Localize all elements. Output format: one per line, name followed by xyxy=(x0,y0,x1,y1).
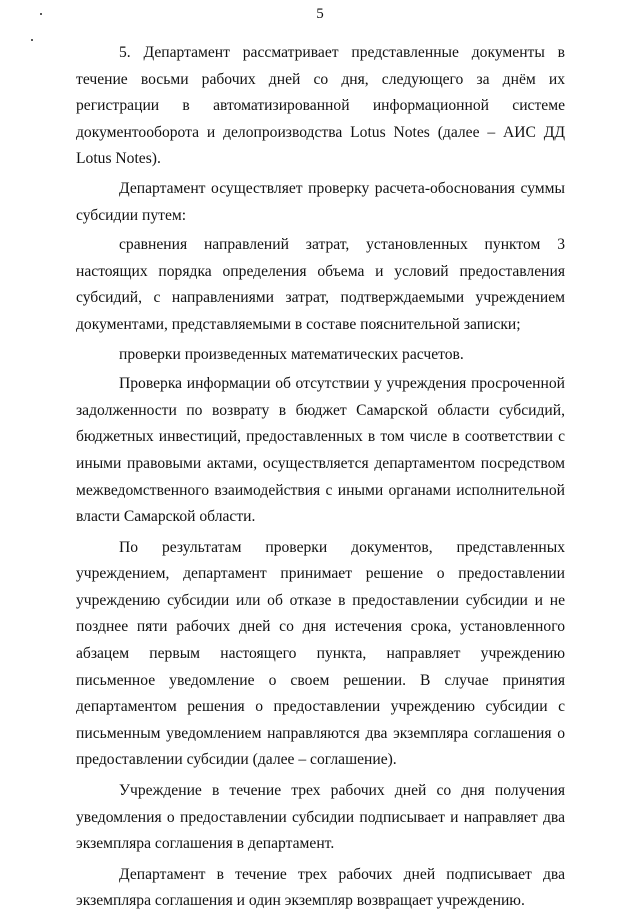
paragraph: проверки произведенных математических расчетов. xyxy=(119,345,464,363)
paragraph: 5. Департамент рассматривает представленные документы в течение восьми рабочих дней со дня, следующего за днём их регистрации в автоматизированной информационной системе документооборота и делопроизводства Lotus Notes (далее – АИС ДД Lotus Notes). xyxy=(76,44,565,168)
paragraph: Департамент в течение трех рабочих дней подписывает два экземпляра соглашения и один экземпляр возвращает учреждению. xyxy=(76,865,565,910)
page-number: 5 xyxy=(316,6,324,22)
paragraph: По результатам проверки документов, представленных учреждением, департамент принимает решение о предоставлении учреждению субсидии или об отказе в предоставлении субсидии и не позднее пяти рабочих дней со дня истечения срока, установленного абзацем первым настоящего пункта, направляет учреждению письменное уведомление о своем решении. В случае принятия департаментом решения о предоставлении учреждению субсидии с письменным уведомлением направляются два экземпляра соглашения о предоставлении субсидии (далее – соглашение). xyxy=(76,538,565,769)
paragraph: Департамент осуществляет проверку расчета-обоснования суммы субсидии путем: xyxy=(76,179,565,224)
paragraph: Проверка информации об отсутствии у учреждения просроченной задолженности по возврату в бюджет Самарской области субсидий, бюджетных инвестиций, предоставленных в том числе в соответствии с иными правовыми актами, осуществляется департаментом посредством межведомственного взаимодействия с иными органами исполнительной власти Самарской области. xyxy=(76,375,565,526)
paragraph: Учреждение в течение трех рабочих дней со дня получения уведомления о предоставлении субсидии подписывает и направляет два экземпляра соглашения в департамент. xyxy=(76,782,565,853)
document-body xyxy=(76,40,565,915)
paragraph: сравнения направлений затрат, установленных пунктом 3 настоящих порядка определения объема и условий предоставления субсидий, с направлениями затрат, подтверждаемыми учреждением документами, представляемыми в составе пояснительной записки; xyxy=(76,236,565,333)
scan-speck xyxy=(31,39,33,41)
